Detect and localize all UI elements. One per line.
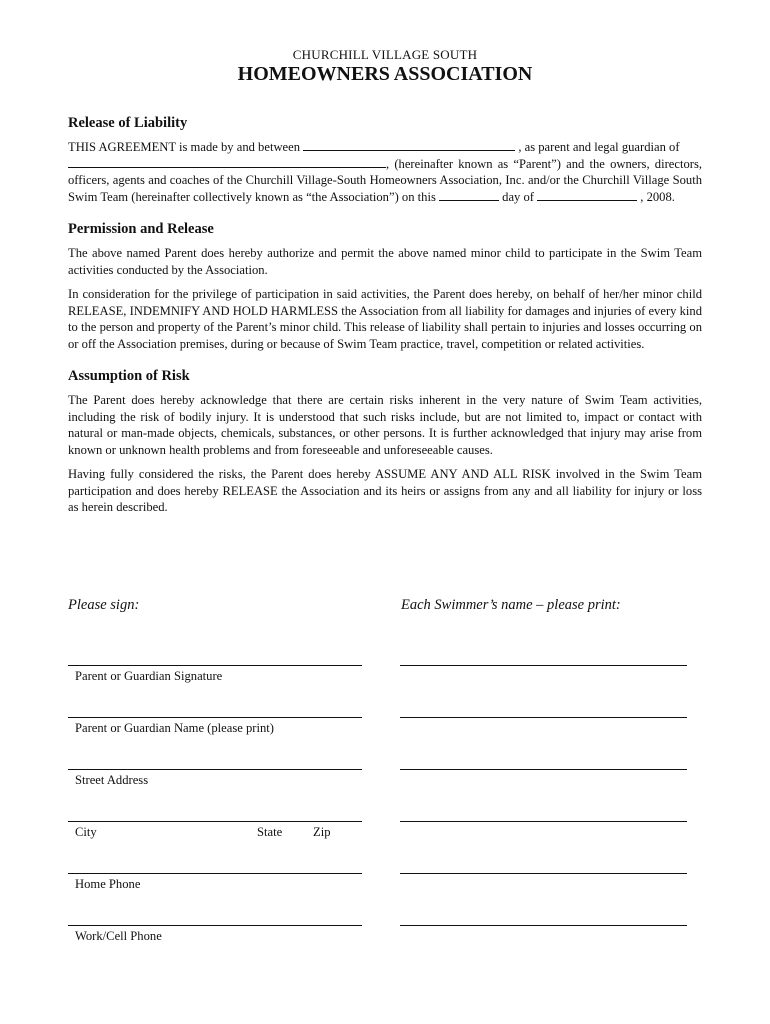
work-phone-field-label: Work/Cell Phone	[75, 929, 162, 943]
swimmer-name-line-4[interactable]	[400, 821, 687, 822]
permission-section	[68, 219, 702, 352]
risk-heading: Assumption of Risk	[68, 368, 190, 384]
street-address-line[interactable]	[68, 769, 362, 770]
agreement-text-5: , 2008.	[637, 189, 675, 204]
page-title: HOMEOWNERS ASSOCIATION	[237, 63, 533, 85]
swimmer-name-line-1[interactable]	[400, 665, 687, 666]
signature-line[interactable]	[68, 665, 362, 666]
city-state-zip-line[interactable]	[68, 821, 362, 822]
document-body	[68, 113, 702, 524]
swimmer-name-label: Each Swimmer’s name – please print:	[401, 597, 621, 613]
release-heading: Release of Liability	[68, 115, 188, 131]
please-sign-label: Please sign:	[68, 597, 140, 613]
zip-field-label: Zip	[313, 825, 331, 839]
work-phone-line[interactable]	[68, 925, 362, 926]
risk-paragraph-1: The Parent does hereby acknowledge that there are certain risks inherent in the very nature of Swim Team activities, including the risk of bodily injury. It is understood that such risks include, but are not limited to, impact or contact with natural or man-made objects, chemicals, substances, or other persons. It is further acknowledged that injury may arise from known or unknown health problems and from foreseeable and unforeseeable causes.	[68, 393, 702, 457]
swimmer-name-line-5[interactable]	[400, 873, 687, 874]
guardian-name-line[interactable]	[68, 717, 362, 718]
org-line: CHURCHILL VILLAGE SOUTH	[292, 47, 478, 62]
risk-paragraph-2: Having fully considered the risks, the Parent does hereby ASSUME ANY AND ALL RISK involved in the Swim Team participation and does hereby RELEASE the Association and its heirs or assigns from any and all liability for injury or loss as herein described.	[68, 467, 702, 514]
permission-heading: Permission and Release	[68, 221, 214, 237]
home-phone-line[interactable]	[68, 873, 362, 874]
signature-field-label: Parent or Guardian Signature	[75, 669, 223, 683]
swimmer-name-line-6[interactable]	[400, 925, 687, 926]
agreement-text-1: THIS AGREEMENT is made by and between	[68, 140, 304, 154]
agreement-text-4: day of	[499, 189, 538, 204]
agreement-text-2: , as parent and legal guardian of	[515, 140, 680, 154]
permission-paragraph-2: In consideration for the privilege of participation in said activities, the Parent does hereby, on behalf of her/her minor child RELEASE, INDEMNIFY AND HOLD HARMLESS the Association from all liability for damages and injuries of every kind to the person and property of the Parent’s minor child. This release of liability shall pertain to injuries and losses occurring on or off the Association premises, during or because of Swim Team practice, travel, competition or related activities.	[68, 287, 702, 351]
street-address-field-label: Street Address	[75, 773, 149, 787]
risk-section	[68, 366, 702, 516]
agreement-text-3: , (hereinafter known as “Parent”) and the owners, directors, officers, agents and coaches of the Churchill Village-South Homeowners Association, Inc. and/or the Churchill Village South Swim Team (hereinafter collectively known as “the Association”) on this	[68, 156, 702, 204]
guardian-name-field-label: Parent or Guardian Name (please print)	[75, 721, 274, 735]
month-blank[interactable]	[537, 189, 637, 201]
release-section	[68, 113, 702, 205]
state-field-label: State	[257, 825, 283, 839]
minor-name-blank[interactable]	[68, 156, 386, 168]
home-phone-field-label: Home Phone	[75, 877, 141, 891]
permission-paragraph-1: The above named Parent does hereby authorize and permit the above named minor child to participate in the Swim Team activities conducted by the Association.	[68, 246, 702, 277]
party-name-blank[interactable]	[303, 139, 515, 151]
agreement-paragraph	[68, 139, 702, 205]
swimmer-name-line-3[interactable]	[400, 769, 687, 770]
day-blank[interactable]	[439, 189, 499, 201]
swimmer-name-line-2[interactable]	[400, 717, 687, 718]
city-field-label: City	[75, 825, 97, 839]
